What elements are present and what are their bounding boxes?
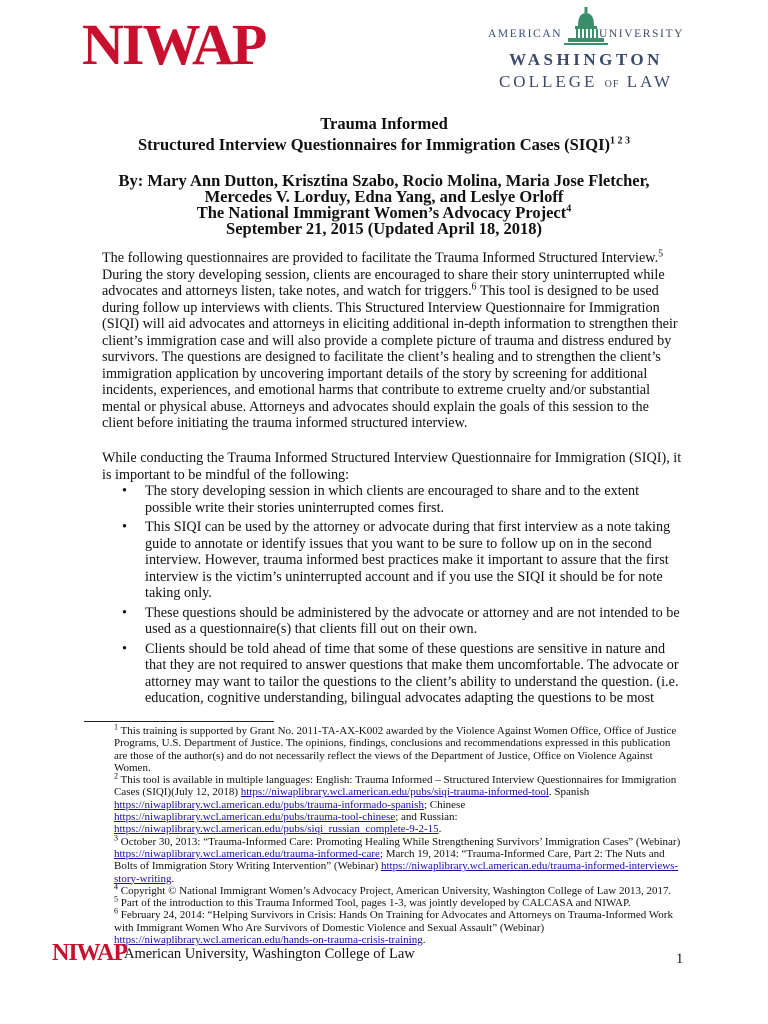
guidance-paragraph: While conducting the Trauma Informed Structured Interview Questionnaire for Immigration (SIQI), it is important to be mindful of the following: [102,450,682,483]
title-line-1: Trauma Informed [320,114,448,133]
org-footnote-ref: 4 [566,203,572,215]
intro-text-b: During the story developing session, clients are encouraged to share their story uninterrupted while advocates and attorneys listen, take notes, and watch for triggers. [102,266,665,299]
guidance-bullet-list [102,483,682,707]
authors-line-1: By: Mary Ann Dutton, Krisztina Szabo, Rocio Molina, Maria Jose Fletcher, [118,171,650,190]
au-american: AMERICAN [488,28,563,40]
footnote-text: Copyright © National Immigrant Women’s Advocacy Project, American University, Washington College of Law 2013, 2017. [118,884,672,897]
footnote-text: ; and Russian: [395,811,458,824]
bullet-item: • The story developing session in which clients are encouraged to share and to the extent possible write their stories uninterrupted comes first. [102,483,682,516]
title-footnote-refs: 1 2 3 [610,135,631,147]
chinese-version-link[interactable]: https://niwaplibrary.wcl.american.edu/pubs/trauma-tool-chinese [114,811,396,824]
footnote-number: 2 [114,771,118,781]
spanish-version-link[interactable]: https://niwaplibrary.wcl.american.edu/pubs/trauma-informado-spanish [114,798,424,811]
footnote-text: ; Chinese [423,798,466,811]
footnote-text: October 30, 2013: “Trauma-Informed Care: Promoting Healing While Strengthening Survivors’ Immigration Cases” (Webinar) [118,835,681,848]
bullet-item: • Clients should be told ahead of time that some of these questions are sensitive in nature and that they are not required to answer questions that make them uncomfortable. The advocate or attorney may want to tailor the questions to the client’s ability to understand the question. (i.e. education, cognitive understanding, bilingual advocates adapting the questions to be most [102,641,682,707]
au-college-of-law [488,72,684,92]
authors-line-2: Mercedes V. Lorduy, Edna Yang, and Leslye Orloff [204,187,564,206]
title-line-2 [0,135,768,155]
american-university-wcl-logo [488,6,684,90]
footnote-text: This training is supported by Grant No. 2011-TA-AX-K002 awarded by the Violence Against Women Office, Office of Justice Programs, U.S. Department of Justice. The opinions, findings, conclusions and recommendations expressed in this publication are those of the author(s) and do not necessarily reflect the views of the Department of Justice, Office on Violence Against Women. [114,725,677,774]
bullet-item: • This SIQI can be used by the attorney or advocate during that first interview as a note taking guide to annotate or identify issues that you want to be sure to follow up on in the second interview. However, trauma informed best practices make it important to assure that the first interview is the victim’s uninterrupted account and if you use the SIQI it should be for note taking only. [102,519,682,602]
footnote-text: Part of the introduction to this Trauma Informed Tool, pages 1-3, was jointly developed by CALCASA and NIWAP. [118,897,631,910]
footer-niwap-logo: NIWAP [52,940,128,966]
niwap-logo: NIWAP [82,12,266,77]
guidance-section [102,450,682,710]
footnote-text: ; March 19, 2014: “Trauma-Informed Care, Part 2: The Nuts and Bolts of Immigration Story Writing Intervention” (Webinar) [114,847,665,873]
footnote-5 [84,894,682,910]
au-college: COLLEGE [498,72,598,91]
footnote-text: February 24, 2014: “Helping Survivors in Crisis: Hands On Training for Advocates and Attorneys on Trauma-Informed Work with Immigrant Women Who Are Survivors of Domestic Violence and Sexual Assault” (Webinar) [114,909,673,934]
footnote-ref-5: 5 [658,248,664,260]
footnote-text: . Spanish [548,786,590,799]
russian-version-link[interactable]: https://niwaplibrary.wcl.american.edu/pubs/siqi_russian_complete-9-2-15 [114,823,439,836]
title-line-2-text: Structured Interview Questionnaires for Immigration Cases (SIQI) [137,135,611,154]
page-number: 1 [676,951,684,967]
organization-name: The National Immigrant Women’s Advocacy Project [196,203,567,222]
footnote-text: This tool is available in multiple languages: English: Trauma Informed – Structured Interview Questionnaires for Immigration Cases (SIQI)(July 12, 2018) [114,774,677,799]
footnote-1 [84,722,682,774]
footnote-text: . [438,823,442,836]
footnote-3 [84,833,682,885]
au-law: LAW [626,72,674,91]
date-line: September 21, 2015 (Updated April 18, 2018) [226,219,542,238]
footnotes [84,722,682,947]
footnote-4 [84,882,682,897]
story-writing-link[interactable]: https://niwaplibrary.wcl.american.edu/trauma-informed-interviews-story-writing [114,860,679,885]
au-of: OF [604,79,620,90]
hands-on-training-link[interactable]: https://niwaplibrary.wcl.american.edu/hands-on-trauma-crisis-training [114,934,423,947]
footnote-ref-6: 6 [471,281,477,293]
footnote-number: 4 [114,882,118,892]
footnote-2 [84,771,682,836]
footnote-number: 1 [114,722,118,732]
intro-paragraph [102,250,682,432]
trauma-informed-care-link[interactable]: https://niwaplibrary.wcl.american.edu/trauma-informed-care [114,847,380,860]
footnote-separator [84,721,274,722]
footnote-text: . [422,934,426,947]
au-university: UNIVERSITY [599,28,684,40]
footer-text: American University, Washington College of Law [124,946,415,962]
intro-text-a: The following questionnaires are provided to facilitate the Trauma Informed Structured Interview. [102,250,659,266]
au-washington: WASHINGTON [509,50,663,69]
bullet-item: • These questions should be administered by the advocate or attorney and are not intended to be used as a questionnaire(s) that clients fill out on their own. [102,605,682,638]
english-version-link[interactable]: https://niwaplibrary.wcl.american.edu/pubs/siqi-trauma-informed-tool [240,786,549,799]
footnote-number: 3 [114,833,118,843]
footnote-text: . [171,872,175,885]
footnote-number: 6 [114,906,118,916]
footnote-6 [84,906,682,947]
footnote-number: 5 [114,894,118,904]
intro-text-c: This tool is designed to be used during follow up interviews with clients. This Structured Interview Questionnaire for Immigration (SIQI) will aid advocates and attorneys in eliciting additional in-depth information to strengthen their client’s immigration case and will also provide a complete picture of trauma and distress endured by survivors. The questions are designed to facilitate the client’s healing and to strengthen the client’s immigration application by uncovering important details of the story by screening for additional incidents, experiences, and emotional harms that contribute to extreme cruelty and/or substantial mental or physical abuse. Attorneys and advocates should explain the goals of this session to the client before initiating the trauma informed structured interview. [102,283,678,431]
